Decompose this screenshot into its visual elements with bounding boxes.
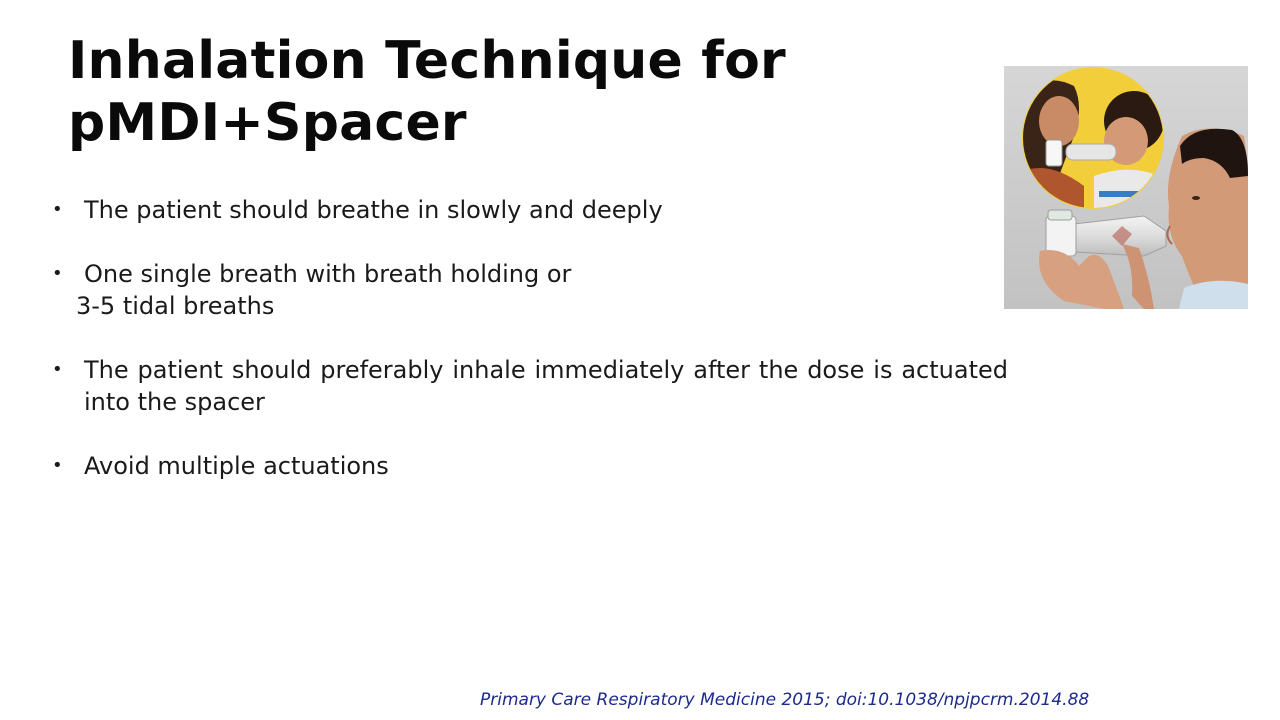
inhaler-spacer-photo-icon	[1004, 66, 1248, 309]
slide-title	[68, 30, 928, 154]
slide-title-line-1: Inhalation Technique for	[68, 31, 786, 91]
bullet-item-1	[50, 194, 1010, 226]
bullet-list	[50, 194, 1010, 514]
slide-title-line-2: pMDI+Spacer	[68, 93, 467, 153]
bullet-item-4	[50, 450, 1010, 482]
bullet-dot: •	[52, 359, 63, 380]
bullet-text-2: One single breath with breath holding or	[84, 260, 572, 288]
bullet-item-2	[50, 258, 1010, 322]
citation-reference: Primary Care Respiratory Medicine 2015; doi:10.1038/npjpcrm.2014.88	[480, 690, 1090, 710]
bullet-text-4: Avoid multiple actuations	[84, 452, 389, 480]
bullet-item-3	[50, 354, 1010, 418]
bullet-dot: •	[52, 455, 63, 476]
bullet-text-3: The patient should preferably inhale immediately after the dose is actuated into the spacer	[84, 356, 1008, 416]
bullet-text-1: The patient should breathe in slowly and deeply	[84, 196, 663, 224]
bullet-dot: •	[52, 263, 63, 284]
inhaler-spacer-photo	[1004, 66, 1248, 309]
bullet-dot: •	[52, 199, 63, 220]
bullet-text-2-continuation: 3-5 tidal breaths	[76, 292, 275, 320]
